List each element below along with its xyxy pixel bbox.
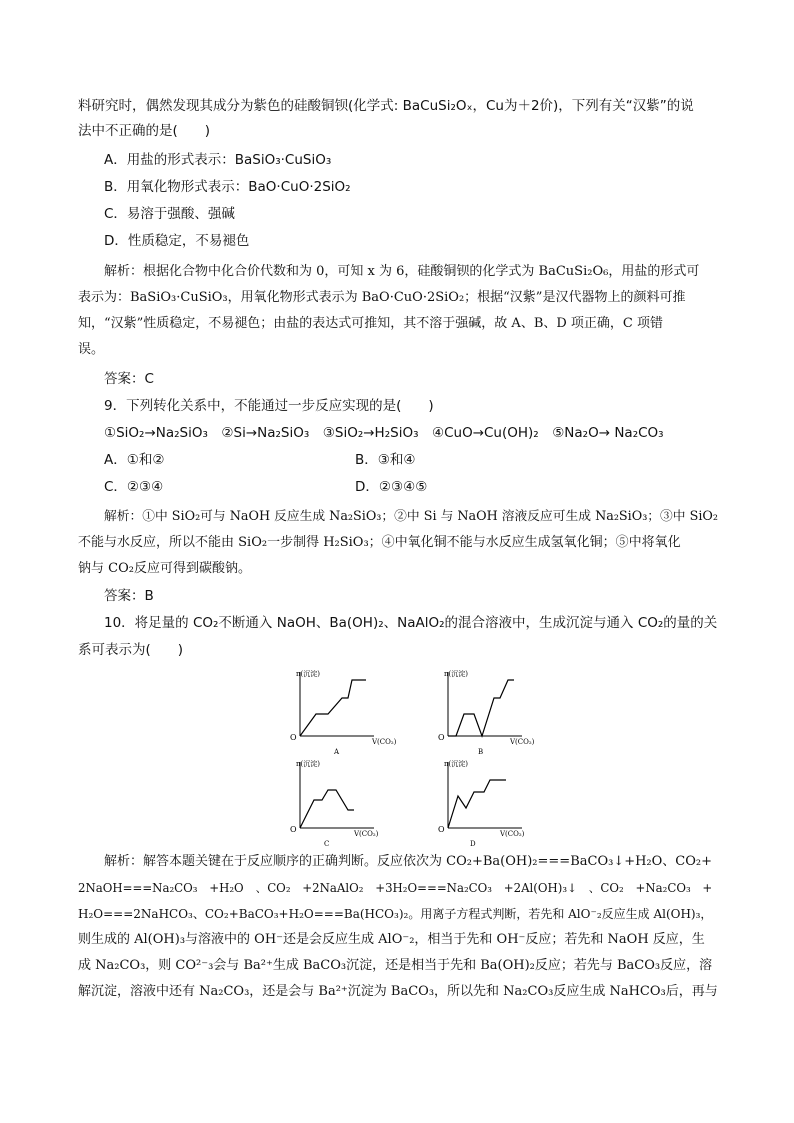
graph-d-label: D [470, 840, 476, 848]
q8-stem-line1: 料研究时，偶然发现其成分为紫色的硅酸铜钡(化学式: BaCuSi₂Oₓ，Cu为＋2价)，下列有关“汉紫”的说 [78, 98, 694, 114]
q10-explanation-line2: 2NaOH===Na₂CO₃ +H₂O 、CO₂ +2NaAlO₂ +3H₂O===Na₂CO₃ +2Al(OH)₃↓ 、CO₂ +Na₂CO₃ + [78, 881, 713, 895]
q9-explanation-line3: 钠与 CO₂反应可得到碳酸钠。 [78, 561, 251, 576]
q8-answer [104, 369, 718, 389]
graph-b-xlabel: V(CO₂) [510, 738, 535, 746]
q8-explanation-line4: 误。 [78, 342, 105, 357]
graph-b [438, 669, 535, 756]
q10-explanation-line5: 成 Na₂CO₃，则 CO²⁻₃会与 Ba²⁺生成 BaCO₃沉淀，还是相当于先和 Ba(OH)₂反应；若先与 BaCO₃反应，溶 [78, 958, 713, 973]
graph-a-origin: O [290, 733, 297, 742]
graph-d-xlabel: V(CO₂) [500, 830, 525, 838]
q8-explanation-line1 [104, 262, 718, 282]
q8-option-c: C．易溶于强酸、强碱 [104, 206, 235, 222]
q8-explanation-line3: 知，“汉紫”性质稳定，不易褪色；由盐的表达式可推知，其不溶于强碱，故 A、B、D 项正确，C 项错 [78, 316, 664, 331]
graph-a-curve [300, 680, 366, 736]
q9-answer-value: ：B [131, 588, 154, 604]
q8-answer-label: 答案 [104, 371, 131, 387]
graph-a-label: A [334, 748, 340, 756]
q8-explanation-line2: 表示为：BaSiO₃·CuSiO₃，用氧化物形式表示为 BaO·CuO·2SiO₂；根据“汉紫”是汉代器物上的颜料可推 [78, 290, 686, 305]
graph-c-origin: O [290, 825, 297, 834]
graph-c-ylabel: n(沉淀) [296, 760, 320, 768]
graph-b-curve [448, 680, 514, 736]
graph-a-xlabel: V(CO₂) [372, 738, 397, 746]
graph-b-origin: O [438, 733, 445, 742]
graph-a-ylabel: n(沉淀) [296, 670, 320, 678]
q10-explanation-line6: 解沉淀，溶液中还有 Na₂CO₃，还是会与 Ba²⁺沉淀为 BaCO₃，所以先和 Na₂CO₃反应生成 NaHCO₃后，再与 [78, 984, 718, 999]
q10-explanation-label: 解析 [104, 854, 131, 869]
graph-d-ylabel: n(沉淀) [444, 760, 468, 768]
q8-explanation-text1: ：根据化合物中化合价代数和为 0，可知 x 为 6，硅酸铜钡的化学式为 BaCuSi₂O₆，用盐的形式可 [130, 264, 700, 279]
graph-a [290, 669, 397, 756]
graph-c-curve [300, 790, 354, 828]
q9-explanation-text1: ：①中 SiO₂可与 NaOH 反应生成 Na₂SiO₃；②中 Si 与 NaOH 溶液反应可生成 Na₂SiO₃；③中 SiO₂ [129, 509, 718, 524]
graph-d [438, 759, 525, 848]
q10-explanation-text1: ：解答本题关键在于反应顺序的正确判断。反应依次为 CO₂+Ba(OH)₂===BaCO₃↓+H₂O、CO₂+ [130, 854, 713, 869]
q10-stem-line1: 10．将足量的 CO₂不断通入 NaOH、Ba(OH)₂、NaAlO₂的混合溶液中，生成沉淀与通入 CO₂的量的关 [104, 615, 718, 631]
q9-option-c: C．②③④ [104, 479, 164, 495]
q9-answer-label: 答案 [104, 588, 131, 604]
q9-explanation-line2: 不能与水反应，所以不能由 SiO₂一步制得 H₂SiO₃；④中氧化铜不能与水反应生成氢氧化铜；⑤中将氧化 [78, 535, 681, 550]
q10-explanation-line3: H₂O===2NaHCO₃、CO₂+BaCO₃+H₂O===Ba(HCO₃)₂。用离子方程式判断，若先和 AlO⁻₂反应生成 Al(OH)₃， [78, 907, 713, 921]
graph-c [290, 759, 379, 848]
q9-stem: 9．下列转化关系中，不能通过一步反应实现的是( ) [104, 398, 434, 414]
q10-explanation-line1 [104, 852, 718, 872]
graph-d-curve [448, 780, 506, 828]
q9-explanation-line1 [104, 507, 718, 527]
q8-stem-line2: 法中不正确的是( ) [78, 123, 211, 139]
q10-explanation-line4: 则生成的 Al(OH)₃与溶液中的 OH⁻还是会反应生成 AlO⁻₂，相当于先和 OH⁻反应；若先和 NaOH 反应，生 [78, 932, 705, 947]
q8-option-b: B．用氧化物形式表示：BaO·CuO·2SiO₂ [104, 179, 351, 195]
q10-graphs-figure [282, 662, 535, 848]
q9-explanation-label: 解析 [104, 509, 130, 524]
q9-reactions: ①SiO₂→Na₂SiO₃ ②Si→Na₂SiO₃ ③SiO₂→H₂SiO₃ ④CuO→Cu(OH)₂ ⑤Na₂O→ Na₂CO₃ [104, 425, 664, 441]
q9-answer [104, 586, 718, 606]
q8-explanation-label: 解析 [104, 264, 131, 279]
q9-option-a: A．①和② [104, 452, 165, 468]
graph-b-ylabel: n(沉淀) [444, 670, 468, 678]
graph-c-xlabel: V(CO₂) [354, 830, 379, 838]
graph-d-origin: O [438, 825, 445, 834]
graph-c-label: C [324, 840, 330, 848]
q8-option-a: A．用盐的形式表示：BaSiO₃·CuSiO₃ [104, 152, 332, 168]
graph-b-label: B [478, 748, 484, 756]
q8-answer-value: ：C [131, 371, 154, 387]
q8-option-d: D．性质稳定，不易褪色 [104, 233, 250, 249]
q9-option-d: D．②③④⑤ [355, 479, 428, 495]
q9-option-b: B．③和④ [355, 452, 416, 468]
q10-stem-line2: 系可表示为( ) [78, 642, 184, 658]
